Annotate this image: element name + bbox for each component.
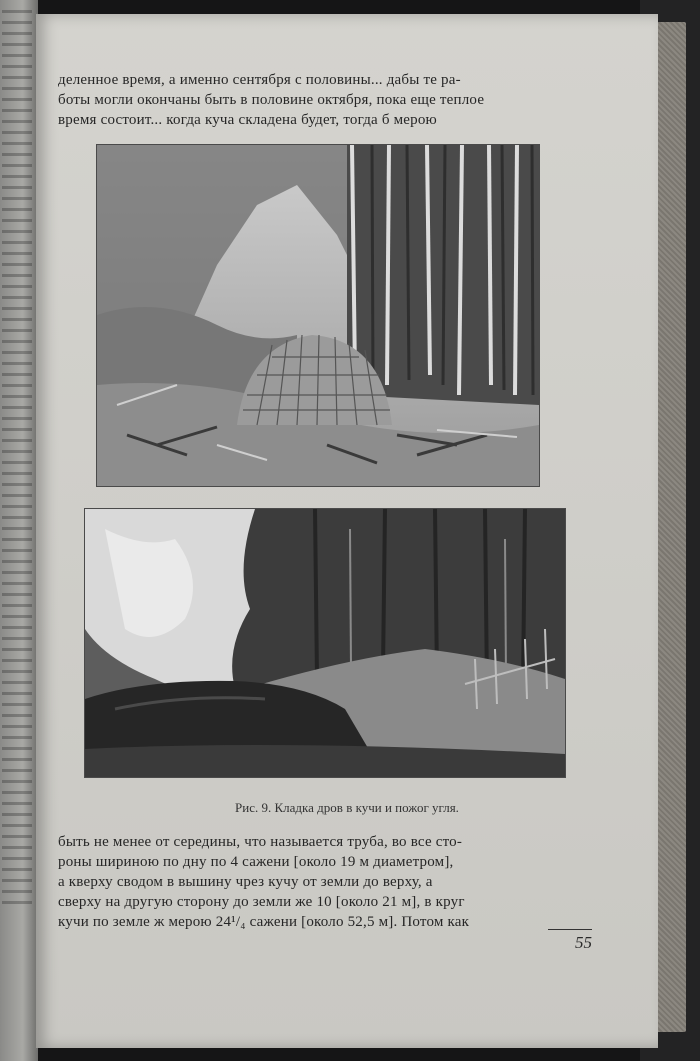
text-line: боты могли окончаны быть в половине октября, пока еще теплое [58, 92, 485, 108]
top-paragraph [58, 70, 628, 130]
figure-caption: Рис. 9. Кладка дров в кучи и пожог угля. [235, 800, 459, 815]
text-line: сверху на другую сторону до земли же 10 [около 21 м], в круг [58, 894, 465, 910]
page-number-rule [548, 929, 592, 930]
text-line: быть не менее от середины, что называется труба, во все сто- [58, 834, 463, 850]
page-number: 55 [575, 933, 592, 952]
text-line: время состоит... когда куча складена будет, тогда б мерою [58, 112, 437, 128]
bottom-paragraph [58, 832, 628, 932]
facing-page-edge [0, 0, 38, 1061]
book-page [36, 14, 658, 1048]
text-line: кучи по земле ж мерою 24¹/₄ сажени [около 52,5 м]. Потом как [58, 914, 470, 930]
text-line: роны шириною по дну по 4 сажени [около 19 м диаметром], [58, 854, 454, 870]
photo-charcoal-mound [84, 508, 566, 778]
photo-wood-pile [96, 144, 540, 487]
text-line: деленное время, а именно сентября с половины... дабы те ра- [58, 72, 461, 88]
text-line: а кверху сводом в вышину чрез кучу от земли до верху, а [58, 874, 433, 890]
facing-page-text-lines [2, 10, 32, 910]
